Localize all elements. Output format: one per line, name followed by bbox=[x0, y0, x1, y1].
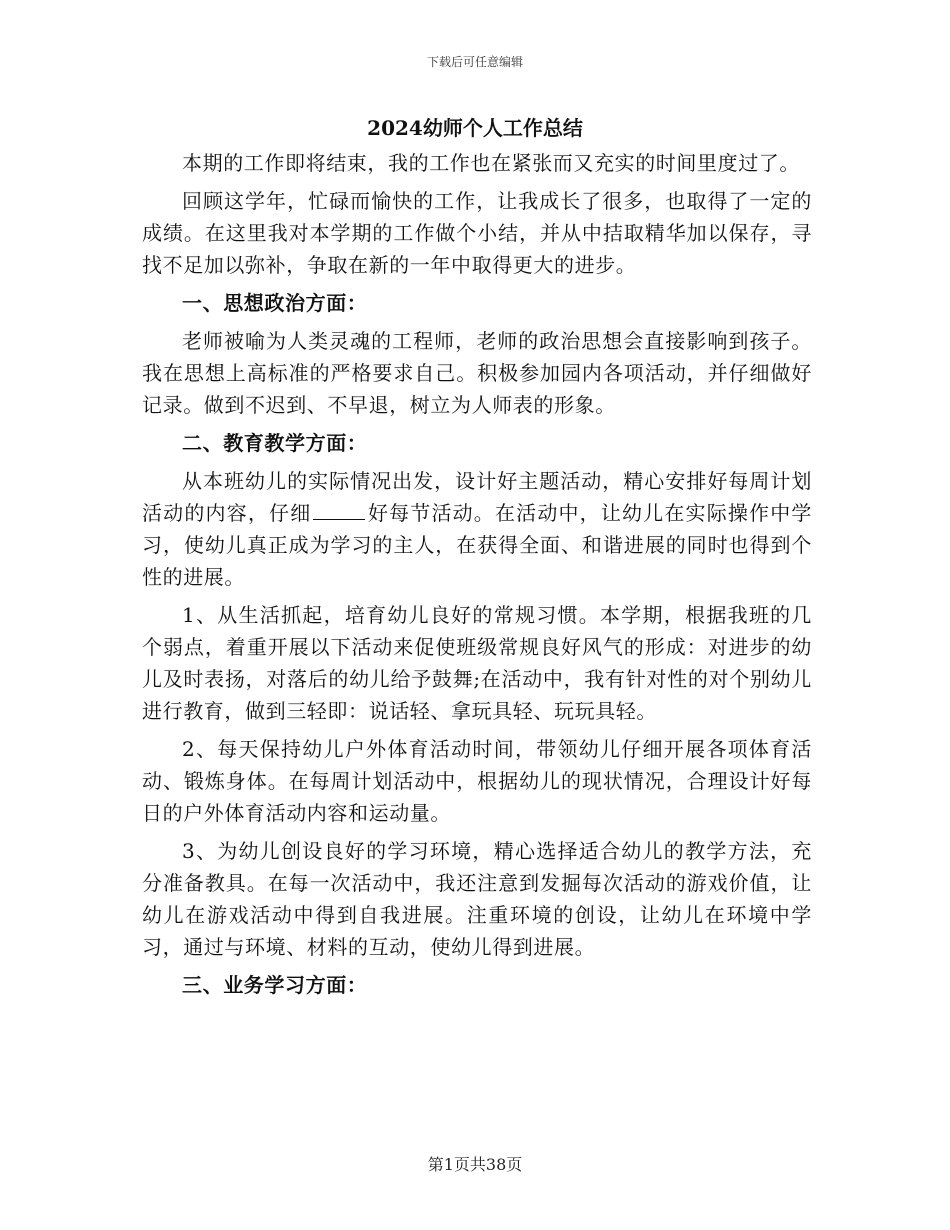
paragraph-item-2: 2、每天保持幼儿户外体育活动时间，带领幼儿仔细开展各项体育活动、锻炼身体。在每周计划活动中，根据幼儿的现状情况，合理设计好每日的户外体育活动内容和运动量。 bbox=[142, 737, 812, 825]
paragraph-review: 回顾这学年，忙碌而愉快的工作，让我成长了很多，也取得了一定的成绩。在这里我对本学期的工作做个小结，并从中拮取精华加以保存，寻找不足加以弥补，争取在新的一年中取得更大的进步。 bbox=[142, 189, 812, 277]
paragraph-item-3: 3、为幼儿创设良好的学习环境，精心选择适合幼儿的教学方法，充分准备教具。在每一次活动中，我还注意到发掘每次活动的游戏价值，让幼儿在游戏活动中得到自我进展。注重环境的创设，让幼儿在环境中学习，通过与环境、材料的互动，使幼儿得到进展。 bbox=[142, 839, 812, 959]
paragraph-teaching-part1: 从本班幼儿的实际情况出发，设计好主题活动，精心安排好每周计划活动的内容，仔细 bbox=[142, 469, 812, 525]
section-heading-teaching: 二、教育教学方面： bbox=[182, 431, 368, 455]
fill-in-blank bbox=[313, 499, 365, 520]
paragraph-teaching-part2: 好每节活动。在活动中，让幼儿在实际操作中学习，使幼儿真正成为学习的主人，在获得全面、和谐进展的同时也得到个性的进展。 bbox=[142, 501, 812, 589]
paragraph-teaching bbox=[142, 465, 812, 593]
document-title: 2024幼师个人工作总结 bbox=[367, 116, 583, 140]
page-number-footer: 第1页共38页 bbox=[427, 1155, 523, 1174]
section-heading-study: 三、业务学习方面： bbox=[182, 973, 368, 997]
page-header-note: 下载后可任意编辑 bbox=[426, 55, 523, 69]
section-heading-politics: 一、思想政治方面： bbox=[182, 291, 368, 315]
document-body bbox=[142, 147, 812, 1001]
paragraph-intro: 本期的工作即将结束，我的工作也在紧张而又充实的时间里度过了。 bbox=[182, 151, 800, 175]
paragraph-item-1: 1、从生活抓起，培育幼儿良好的常规习惯。本学期，根据我班的几个弱点，着重开展以下活动来促使班级常规良好风气的形成：对进步的幼儿及时表扬，对落后的幼儿给予鼓舞;在活动中，我有针对性的对个别幼儿进行教育，做到三轻即：说话轻、拿玩具轻、玩玩具轻。 bbox=[142, 603, 812, 723]
paragraph-politics: 老师被喻为人类灵魂的工程师，老师的政治思想会直接影响到孩子。我在思想上高标准的严格要求自己。积极参加园内各项活动，并仔细做好记录。做到不迟到、不早退，树立为人师表的形象。 bbox=[142, 329, 812, 417]
